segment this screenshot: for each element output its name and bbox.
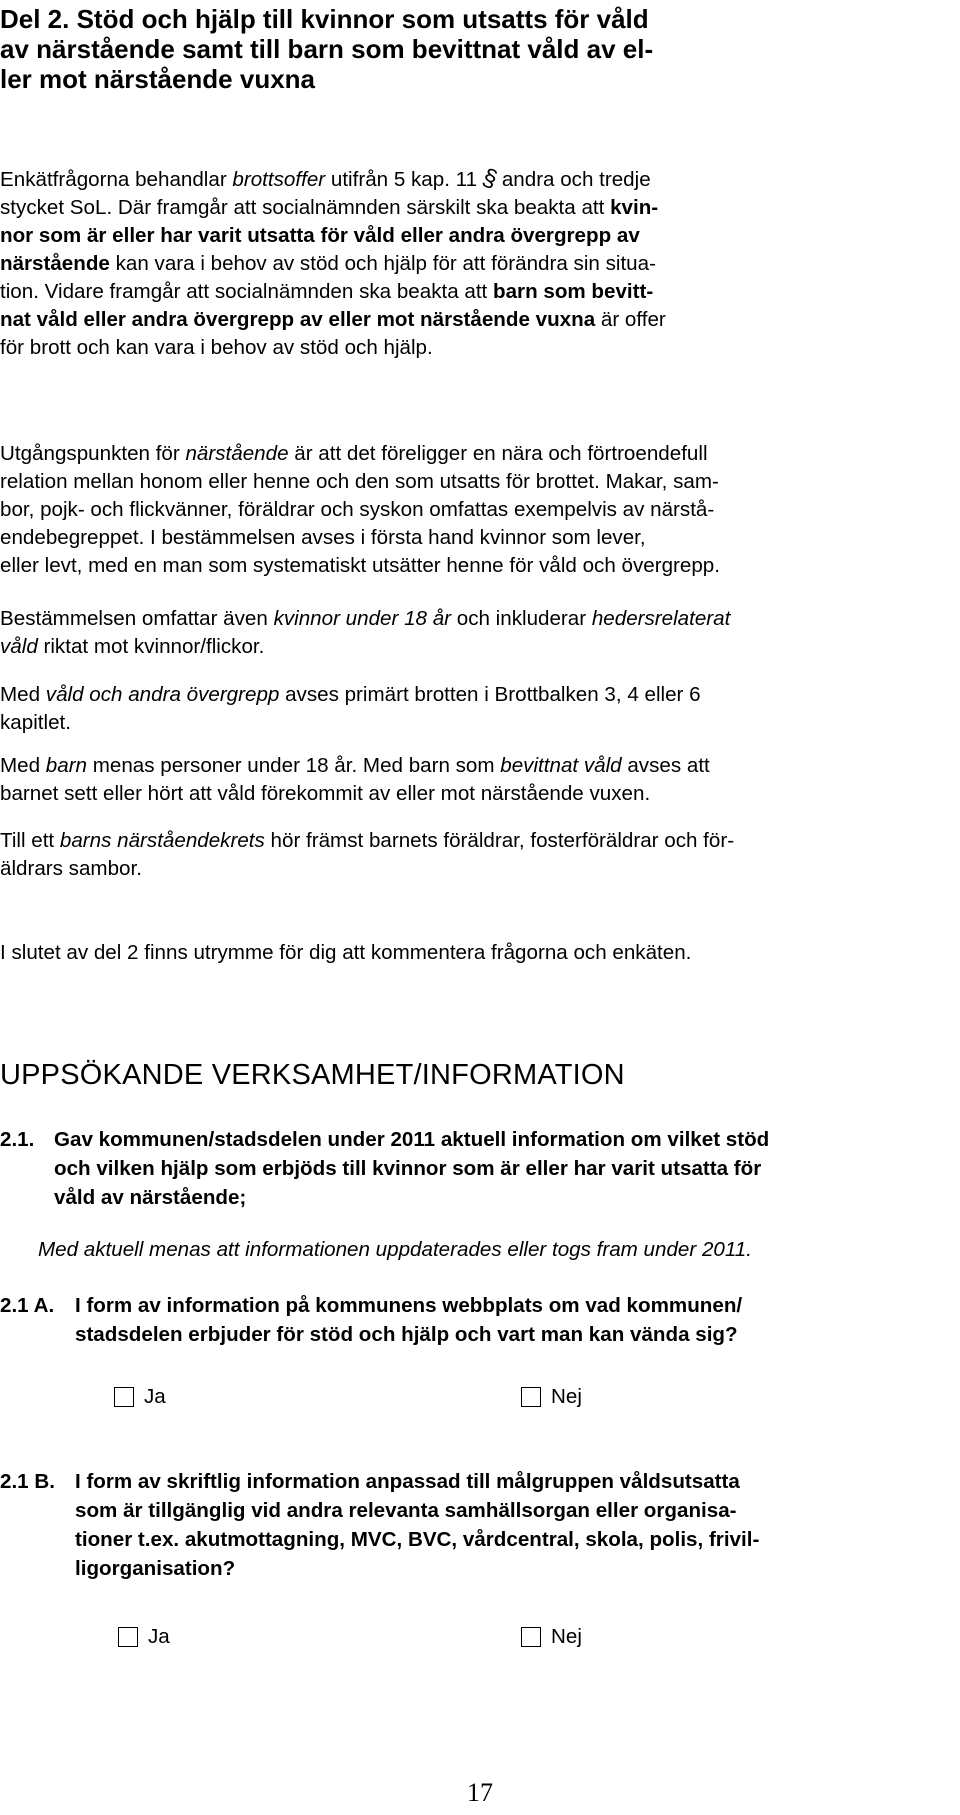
- definition-paragraph: [0, 440, 960, 580]
- text-line: Bestämmelsen omfattar även kvinnor under 18 år och inkluderar hedersrelaterat: [0, 607, 731, 630]
- text-line: tion. Vidare framgår att socialnämnden ska beakta att barn som bevitt-: [0, 280, 654, 303]
- option-label: Nej: [551, 1385, 582, 1408]
- text-line: Med barn menas personer under 18 år. Med barn som bevittnat våld avses att: [0, 754, 710, 777]
- option-label: Ja: [144, 1385, 166, 1408]
- question-note: Med aktuell menas att informationen uppdaterades eller togs fram under 2011.: [38, 1238, 752, 1261]
- checkbox-icon[interactable]: [521, 1387, 541, 1407]
- text-line: I form av information på kommunens webbplats om vad kommunen/: [75, 1294, 743, 1317]
- child-definition-paragraph: [0, 752, 960, 808]
- question-text: [75, 1467, 759, 1583]
- text-line: Enkätfrågorna behandlar brottsoffer utifrån 5 kap. 11 § andra och tredje: [0, 163, 651, 194]
- question-number: 2.1.: [0, 1128, 35, 1151]
- text-line: kapitlet.: [0, 711, 71, 734]
- text-line: stadsdelen erbjuder för stöd och hjälp och vart man kan vända sig?: [75, 1323, 738, 1346]
- part-title: [0, 4, 960, 94]
- text-line: endebegreppet. I bestämmelsen avses i första hand kvinnor som lever,: [0, 526, 646, 549]
- text-line: närstående kan vara i behov av stöd och hjälp för att förändra sin situa-: [0, 252, 656, 275]
- question-text: [54, 1125, 769, 1212]
- text-line: bor, pojk- och flickvänner, föräldrar och syskon omfattas exempelvis av närstå-: [0, 498, 715, 521]
- kinship-paragraph: [0, 827, 960, 883]
- option-label: Nej: [551, 1625, 582, 1648]
- part-title-line: Del 2. Stöd och hjälp till kvinnor som utsatts för våld: [0, 4, 649, 34]
- text-line: eller levt, med en man som systematiskt utsätter henne för våld och övergrepp.: [0, 554, 720, 577]
- option-ja[interactable]: [118, 1624, 170, 1650]
- text-line: Med våld och andra övergrepp avses primärt brotten i Brottbalken 3, 4 eller 6: [0, 683, 701, 706]
- section-sign-icon: §: [478, 163, 501, 194]
- part-title-line: av närstående samt till barn som bevittnat våld av el-: [0, 34, 654, 64]
- question-text: [75, 1291, 742, 1349]
- scope-paragraph: [0, 605, 960, 661]
- text-line: ligorganisation?: [75, 1557, 236, 1580]
- text-line: äldrars sambor.: [0, 857, 142, 880]
- text-line: I slutet av del 2 finns utrymme för dig att kommentera frågorna och enkäten.: [0, 941, 692, 964]
- checkbox-icon[interactable]: [521, 1627, 541, 1647]
- text-line: nat våld eller andra övergrepp av eller mot närstående vuxna är offer: [0, 308, 666, 331]
- intro-paragraph: [0, 165, 960, 362]
- question-number: 2.1 B.: [0, 1470, 55, 1493]
- comment-note-paragraph: [0, 939, 960, 967]
- text-line: Till ett barns närståendekrets hör främst barnets föräldrar, fosterföräldrar och för-: [0, 829, 735, 852]
- section-heading: UPPSÖKANDE VERKSAMHET/INFORMATION: [0, 1059, 625, 1091]
- text-line: och vilken hjälp som erbjöds till kvinnor som är eller har varit utsatta för: [54, 1157, 762, 1180]
- question-2-1-b: [0, 1467, 960, 1585]
- question-2-1-a: [0, 1291, 960, 1351]
- option-nej[interactable]: [521, 1384, 582, 1410]
- text-line: Gav kommunen/stadsdelen under 2011 aktuell information om vilket stöd: [54, 1128, 770, 1151]
- question-number: 2.1 A.: [0, 1294, 55, 1317]
- text-line: för brott och kan vara i behov av stöd och hjälp.: [0, 336, 433, 359]
- checkbox-icon[interactable]: [118, 1627, 138, 1647]
- text-line: nor som är eller har varit utsatta för våld eller andra övergrepp av: [0, 224, 640, 247]
- part-title-line: ler mot närstående vuxna: [0, 64, 315, 94]
- text-line: Utgångspunkten för närstående är att det föreligger en nära och förtroendefull: [0, 442, 708, 465]
- question-2-1: [0, 1125, 960, 1215]
- option-label: Ja: [148, 1625, 170, 1648]
- text-line: våld riktat mot kvinnor/flickor.: [0, 635, 265, 658]
- text-line: våld av närstående;: [54, 1186, 247, 1209]
- violence-definition-paragraph: [0, 681, 960, 737]
- option-nej[interactable]: [521, 1624, 582, 1650]
- text-line: relation mellan honom eller henne och den som utsatts för brottet. Makar, sam-: [0, 470, 719, 493]
- text-line: I form av skriftlig information anpassad till målgruppen våldsutsatta: [75, 1470, 740, 1493]
- text-line: tioner t.ex. akutmottagning, MVC, BVC, vårdcentral, skola, polis, frivil-: [75, 1528, 760, 1551]
- checkbox-icon[interactable]: [114, 1387, 134, 1407]
- text-line: som är tillgänglig vid andra relevanta samhällsorgan eller organisa-: [75, 1499, 737, 1522]
- text-line: barnet sett eller hört att våld förekommit av eller mot närstående vuxen.: [0, 782, 651, 805]
- option-ja[interactable]: [114, 1384, 166, 1410]
- text-line: stycket SoL. Där framgår att socialnämnden särskilt ska beakta att kvin-: [0, 196, 659, 219]
- page-number: 17: [467, 1778, 493, 1807]
